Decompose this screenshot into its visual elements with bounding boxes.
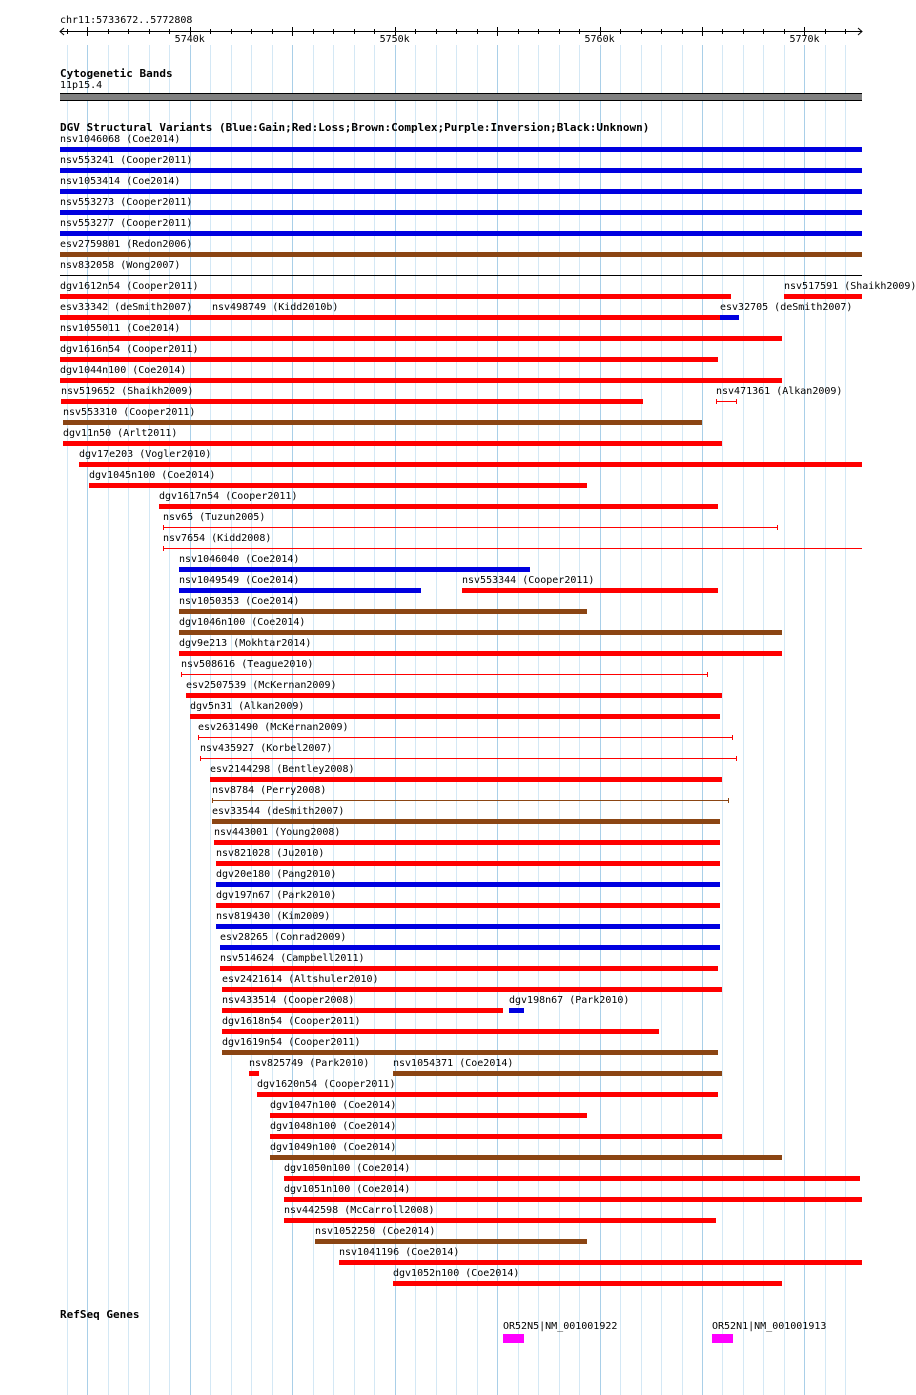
variant-label[interactable]: nsv553273 (Cooper2011)	[60, 197, 193, 208]
variant-bar[interactable]	[60, 294, 731, 299]
variant-label[interactable]: nsv442598 (McCarroll2008)	[284, 1205, 435, 1216]
variant-label[interactable]: dgv1050n100 (Coe2014)	[284, 1163, 411, 1174]
cytoband-track-title: Cytogenetic Bands	[60, 67, 173, 80]
variant-bar[interactable]	[190, 714, 720, 719]
variant-bar[interactable]	[60, 336, 782, 341]
variant-label[interactable]: nsv433514 (Cooper2008)	[222, 995, 355, 1006]
variant-bar[interactable]	[257, 1092, 718, 1097]
variant-bar[interactable]	[220, 945, 720, 950]
variant-label[interactable]: nsv819430 (Kim2009)	[216, 911, 331, 922]
variant-bar[interactable]	[216, 882, 720, 887]
variant-bar[interactable]	[60, 189, 862, 194]
variant-bar[interactable]	[284, 1218, 716, 1223]
variant-label[interactable]: dgv1047n100 (Coe2014)	[270, 1100, 397, 1111]
variant-bar[interactable]	[179, 567, 530, 572]
variant-bar[interactable]	[61, 399, 643, 404]
ruler	[0, 0, 890, 50]
variant-label[interactable]: esv28265 (Conrad2009)	[220, 932, 347, 943]
cytoband-bar	[60, 93, 862, 101]
variant-label[interactable]: nsv1053414 (Coe2014)	[60, 176, 181, 187]
variant-label[interactable]: dgv9e213 (Mokhtar2014)	[179, 638, 312, 649]
variant-bar[interactable]	[212, 315, 720, 320]
variant-label[interactable]: dgv1620n54 (Cooper2011)	[257, 1079, 396, 1090]
variant-end-cap	[728, 798, 729, 803]
variant-bar[interactable]	[60, 147, 862, 152]
variant-label[interactable]: nsv825749 (Park2010)	[249, 1058, 370, 1069]
variant-label[interactable]: dgv1618n54 (Cooper2011)	[222, 1016, 361, 1027]
variant-label[interactable]: nsv65 (Tuzun2005)	[163, 512, 266, 523]
variant-label[interactable]: nsv832058 (Wong2007)	[60, 260, 181, 271]
variant-label[interactable]: nsv498749 (Kidd2010b)	[212, 302, 339, 313]
ruler-tick-label: 5770k	[789, 34, 820, 45]
variant-bar[interactable]	[89, 483, 587, 488]
variant-bar[interactable]	[220, 966, 718, 971]
variant-bar[interactable]	[222, 1050, 718, 1055]
variant-label[interactable]: nsv553310 (Cooper2011)	[63, 407, 196, 418]
variant-label[interactable]: nsv553277 (Cooper2011)	[60, 218, 193, 229]
variant-bar[interactable]	[249, 1071, 259, 1076]
variant-end-cap	[736, 399, 737, 404]
variant-label[interactable]: dgv1617n54 (Cooper2011)	[159, 491, 298, 502]
variant-label[interactable]: dgv1616n54 (Cooper2011)	[60, 344, 199, 355]
variant-end-cap	[163, 525, 164, 530]
variant-label[interactable]: nsv1046068 (Coe2014)	[60, 134, 181, 145]
variant-bar[interactable]	[60, 357, 718, 362]
variant-label[interactable]: esv2507539 (McKernan2009)	[186, 680, 337, 691]
variant-label[interactable]: nsv508616 (Teague2010)	[181, 659, 314, 670]
variant-bar[interactable]	[79, 462, 862, 467]
variant-line[interactable]	[163, 548, 862, 549]
variant-label[interactable]: dgv1049n100 (Coe2014)	[270, 1142, 397, 1153]
variant-bar[interactable]	[222, 1008, 503, 1013]
variant-bar[interactable]	[222, 1029, 659, 1034]
variant-bar[interactable]	[159, 504, 718, 509]
variant-bar[interactable]	[60, 378, 782, 383]
variant-label[interactable]: dgv197n67 (Park2010)	[216, 890, 337, 901]
variant-bar[interactable]	[284, 1197, 862, 1202]
variant-line[interactable]	[200, 758, 737, 759]
gene-label[interactable]: OR52N5|NM_001001922	[503, 1321, 618, 1332]
variant-bar[interactable]	[509, 1008, 524, 1013]
variant-label[interactable]: dgv1048n100 (Coe2014)	[270, 1121, 397, 1132]
ruler-tick-label: 5740k	[174, 34, 205, 45]
variant-label[interactable]: dgv1051n100 (Coe2014)	[284, 1184, 411, 1195]
variant-bar[interactable]	[214, 840, 720, 845]
variant-bar[interactable]	[179, 630, 782, 635]
variant-bar[interactable]	[315, 1239, 587, 1244]
variant-bar[interactable]	[210, 777, 722, 782]
variant-end-cap	[163, 546, 164, 551]
variant-end-cap	[732, 735, 733, 740]
variant-line[interactable]	[60, 275, 862, 276]
variant-line[interactable]	[198, 737, 733, 738]
refseq-track-title: RefSeq Genes	[60, 1308, 140, 1321]
variant-line[interactable]	[716, 401, 737, 402]
variant-label[interactable]: nsv7654 (Kidd2008)	[163, 533, 272, 544]
variant-label[interactable]: nsv1050353 (Coe2014)	[179, 596, 300, 607]
variant-line[interactable]	[181, 674, 708, 675]
variant-label[interactable]: nsv1049549 (Coe2014)	[179, 575, 300, 586]
variant-end-cap	[707, 672, 708, 677]
variant-bar[interactable]	[60, 210, 862, 215]
variant-bar[interactable]	[60, 168, 862, 173]
cytoband-name: 11p15.4	[60, 80, 103, 91]
dgv-track-title: DGV Structural Variants (Blue:Gain;Red:Loss;Brown:Complex;Purple:Inversion;Black:Unknown)	[60, 121, 650, 134]
variant-bar[interactable]	[179, 588, 421, 593]
variant-end-cap	[200, 756, 201, 761]
variant-bar[interactable]	[63, 441, 722, 446]
variant-label[interactable]: dgv198n67 (Park2010)	[509, 995, 630, 1006]
variant-label[interactable]: dgv20e180 (Pang2010)	[216, 869, 337, 880]
variant-label[interactable]: nsv1046040 (Coe2014)	[179, 554, 300, 565]
variant-label[interactable]: esv2144298 (Bentley2008)	[210, 764, 355, 775]
variant-label[interactable]: nsv435927 (Korbel2007)	[200, 743, 333, 754]
variant-bar[interactable]	[60, 252, 862, 257]
gene-bar[interactable]	[712, 1334, 733, 1343]
variant-bar[interactable]	[270, 1134, 722, 1139]
variant-line[interactable]	[212, 800, 729, 801]
variant-end-cap	[736, 756, 737, 761]
variant-label[interactable]: nsv443001 (Young2008)	[214, 827, 341, 838]
variant-label[interactable]: nsv553344 (Cooper2011)	[462, 575, 595, 586]
variant-bar[interactable]	[60, 315, 212, 320]
variant-label[interactable]: dgv1046n100 (Coe2014)	[179, 617, 306, 628]
variant-label[interactable]: dgv11n50 (Arlt2011)	[63, 428, 178, 439]
variant-end-cap	[716, 399, 717, 404]
variant-end-cap	[181, 672, 182, 677]
variant-label[interactable]: esv2631490 (McKernan2009)	[198, 722, 349, 733]
variant-bar[interactable]	[216, 924, 720, 929]
variant-label[interactable]: esv33544 (deSmith2007)	[212, 806, 345, 817]
variant-label[interactable]: nsv519652 (Shaikh2009)	[61, 386, 194, 397]
variant-label[interactable]: nsv8784 (Perry2008)	[212, 785, 327, 796]
variant-label[interactable]: dgv17e203 (Vogler2010)	[79, 449, 212, 460]
gene-label[interactable]: OR52N1|NM_001001913	[712, 1321, 827, 1332]
variant-end-cap	[198, 735, 199, 740]
variant-bar[interactable]	[222, 987, 722, 992]
variant-bar[interactable]	[339, 1260, 862, 1265]
variant-label[interactable]: nsv1052250 (Coe2014)	[315, 1226, 436, 1237]
variant-label[interactable]: esv32705 (deSmith2007)	[720, 302, 853, 313]
variant-end-cap	[212, 798, 213, 803]
variant-label[interactable]: nsv514624 (Campbell2011)	[220, 953, 365, 964]
variant-label[interactable]: dgv1044n100 (Coe2014)	[60, 365, 187, 376]
variant-bar[interactable]	[270, 1155, 782, 1160]
variant-label[interactable]: esv2421614 (Altshuler2010)	[222, 974, 379, 985]
variant-label[interactable]: nsv1055011 (Coe2014)	[60, 323, 181, 334]
variant-bar[interactable]	[212, 819, 720, 824]
region-label: chr11:5733672..5772808	[60, 15, 193, 26]
ruler-tick-label: 5760k	[584, 34, 615, 45]
variant-label[interactable]: dgv1045n100 (Coe2014)	[89, 470, 216, 481]
variant-end-cap	[777, 525, 778, 530]
variant-bar[interactable]	[784, 294, 862, 299]
variant-bar[interactable]	[179, 651, 782, 656]
gene-bar[interactable]	[503, 1334, 524, 1343]
variant-label[interactable]: nsv471361 (Alkan2009)	[716, 386, 843, 397]
variant-bar[interactable]	[179, 609, 587, 614]
variant-bar[interactable]	[393, 1281, 782, 1286]
variant-bar[interactable]	[720, 315, 739, 320]
variant-bar[interactable]	[284, 1176, 860, 1181]
variant-label[interactable]: dgv1612n54 (Cooper2011)	[60, 281, 199, 292]
variant-bar[interactable]	[216, 903, 720, 908]
variant-bar[interactable]	[63, 420, 702, 425]
variant-bar[interactable]	[60, 231, 862, 236]
variant-bar[interactable]	[186, 693, 722, 698]
variant-bar[interactable]	[216, 861, 720, 866]
variant-bar[interactable]	[462, 588, 718, 593]
variant-label[interactable]: esv2759801 (Redon2006)	[60, 239, 193, 250]
variant-label[interactable]: esv33342 (deSmith2007)	[60, 302, 193, 313]
variant-label[interactable]: nsv517591 (Shaikh2009)	[784, 281, 916, 292]
variant-bar[interactable]	[393, 1071, 722, 1076]
ruler-tick-label: 5750k	[379, 34, 410, 45]
variant-label[interactable]: dgv1619n54 (Cooper2011)	[222, 1037, 361, 1048]
variant-label[interactable]: nsv553241 (Cooper2011)	[60, 155, 193, 166]
variant-bar[interactable]	[270, 1113, 587, 1118]
variant-label[interactable]: nsv1054371 (Coe2014)	[393, 1058, 514, 1069]
variant-label[interactable]: dgv1052n100 (Coe2014)	[393, 1268, 520, 1279]
variant-label[interactable]: nsv821028 (Ju2010)	[216, 848, 325, 859]
variant-label[interactable]: dgv5n31 (Alkan2009)	[190, 701, 305, 712]
variant-line[interactable]	[163, 527, 778, 528]
variant-label[interactable]: nsv1041196 (Coe2014)	[339, 1247, 460, 1258]
